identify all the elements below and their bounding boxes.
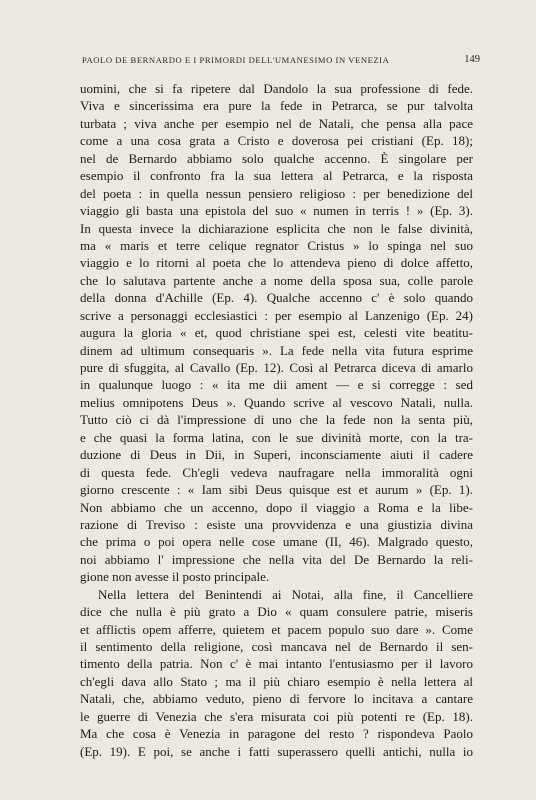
text-line: et afflictis opem afferre, quietem et pacem populo suo dare ». Come	[80, 621, 473, 637]
text-line: viaggio e lo ritorni al poeta che lo attendeva pieno di dolce affetto,	[80, 255, 473, 271]
text-line: In questa invece la dichiarazione esplicita che non le false divinità,	[80, 220, 473, 236]
text-line: dinem ad ultimum consequaris ». La fede nella vita futura esprime	[80, 342, 473, 358]
text-line: ch'egli dava allo Stato ; ma il più chiaro esempio è nella lettera al	[80, 673, 473, 689]
text-line: viaggio gli basta una epistola del suo « numen in terris ! » (Ep. 3).	[80, 203, 473, 219]
text-line: noi abbiamo l' impressione che nella vita del De Bernardo la reli-	[80, 551, 473, 567]
text-line: melius omnipotens Deus ». Quando scrive al vescovo Natali, nulla.	[80, 394, 473, 410]
text-line: le guerre di Venezia che s'era misurata coi più potenti re (Ep. 18).	[80, 708, 473, 724]
text-line: come a una cosa grata a Cristo e doverosa pei cristiani (Ep. 18);	[80, 133, 473, 149]
text-line: che prima o poi opera nelle cose umane (II, 46). Malgrado questo,	[80, 534, 473, 550]
text-line: razione di Treviso : esiste una provvidenza e una giustizia divina	[80, 516, 473, 532]
text-line: in qualunque luogo : « ita me dii ament — e si corregge : sed	[80, 377, 473, 393]
text-line: giorno crescente : « Iam sibi Deus quisque est et aurum » (Ep. 1).	[80, 482, 473, 498]
running-header	[82, 54, 480, 65]
text-line: del poeta : in quella nessun pensiero religioso : per benedizione del	[80, 185, 473, 201]
text-line: il sentimento della religione, così mancava nel de Bernardo il sen-	[80, 639, 473, 654]
text-line: ma « maris et terre celique regnator Cristus » lo spinga nel suo	[80, 237, 473, 253]
text-line: della donna d'Achille (Ep. 4). Qualche accenno c' è solo quando	[80, 290, 473, 306]
text-line: scrive a personaggi ecclesiastici : per esempio al Lanzenigo (Ep. 24)	[80, 307, 473, 323]
text-line: (Ep. 19). E poi, se anche i fatti superassero quelli antichi, nulla io	[80, 743, 473, 759]
text-line: Non abbiamo che un accenno, dopo il viaggio a Roma e la libe-	[80, 499, 473, 515]
text-line: duzione di Deus in Dii, in Superi, inconsciamente aiuti il cadere	[80, 447, 473, 463]
text-line: augura la gloria « et, quod christiane spei est, celesti vite beatitu-	[80, 325, 473, 341]
text-line: Viva e sincerissima era pure la fede in Petrarca, se pur talvolta	[80, 98, 473, 114]
text-line: esempio il confronto fra la sua lettera al Petrarca, e la risposta	[80, 168, 473, 184]
page-number: 149	[464, 54, 480, 65]
text-line: dice che nulla è più grato a Dio « quam consulere patrie, miseris	[80, 604, 473, 620]
text-line-paragraph-start: Nella lettera del Benintendi ai Notai, alla fine, il Cancelliere	[98, 586, 473, 602]
text-line: pure di sfuggita, al Cavallo (Ep. 12). Così al Petrarca diceva di amarlo	[80, 360, 473, 375]
text-line: Tutto ciò ci dà l'impressione di uno che la fede non la senta più,	[80, 412, 473, 428]
text-line-paragraph-end: gione non avesse il posto principale.	[80, 569, 270, 585]
text-line: Natali, che, abbiamo veduto, pieno di fervore lo incitava a cantare	[80, 691, 473, 707]
text-line: uomini, che si fa ripetere dal Dandolo la sua professione di fede.	[80, 81, 473, 96]
text-line: di questa fede. Ch'egli vedeva naufragare nella immoralità ogni	[80, 464, 473, 480]
text-line: turbata ; viva anche per esempio nel de Natali, che pensa alla pace	[80, 115, 473, 131]
text-line: e che quasi la forma latina, con le sue divinità morte, con la tra-	[80, 429, 473, 445]
text-line: Ma che cosa è Venezia in paragone del resto ? rispondeva Paolo	[80, 726, 473, 742]
text-line: che lo salutava partente anche a nome della sposa sua, colle parole	[80, 272, 473, 288]
running-title: PAOLO DE BERNARDO E I PRIMORDI DELL'UMANESIMO IN VENEZIA	[82, 55, 390, 65]
text-line: nel de Bernardo abbiamo solo qualche accenno. È singolare per	[80, 150, 473, 166]
text-line: timento della patria. Non c' è mai intanto l'entusiasmo per il lavoro	[80, 656, 473, 672]
body-text	[80, 80, 473, 760]
